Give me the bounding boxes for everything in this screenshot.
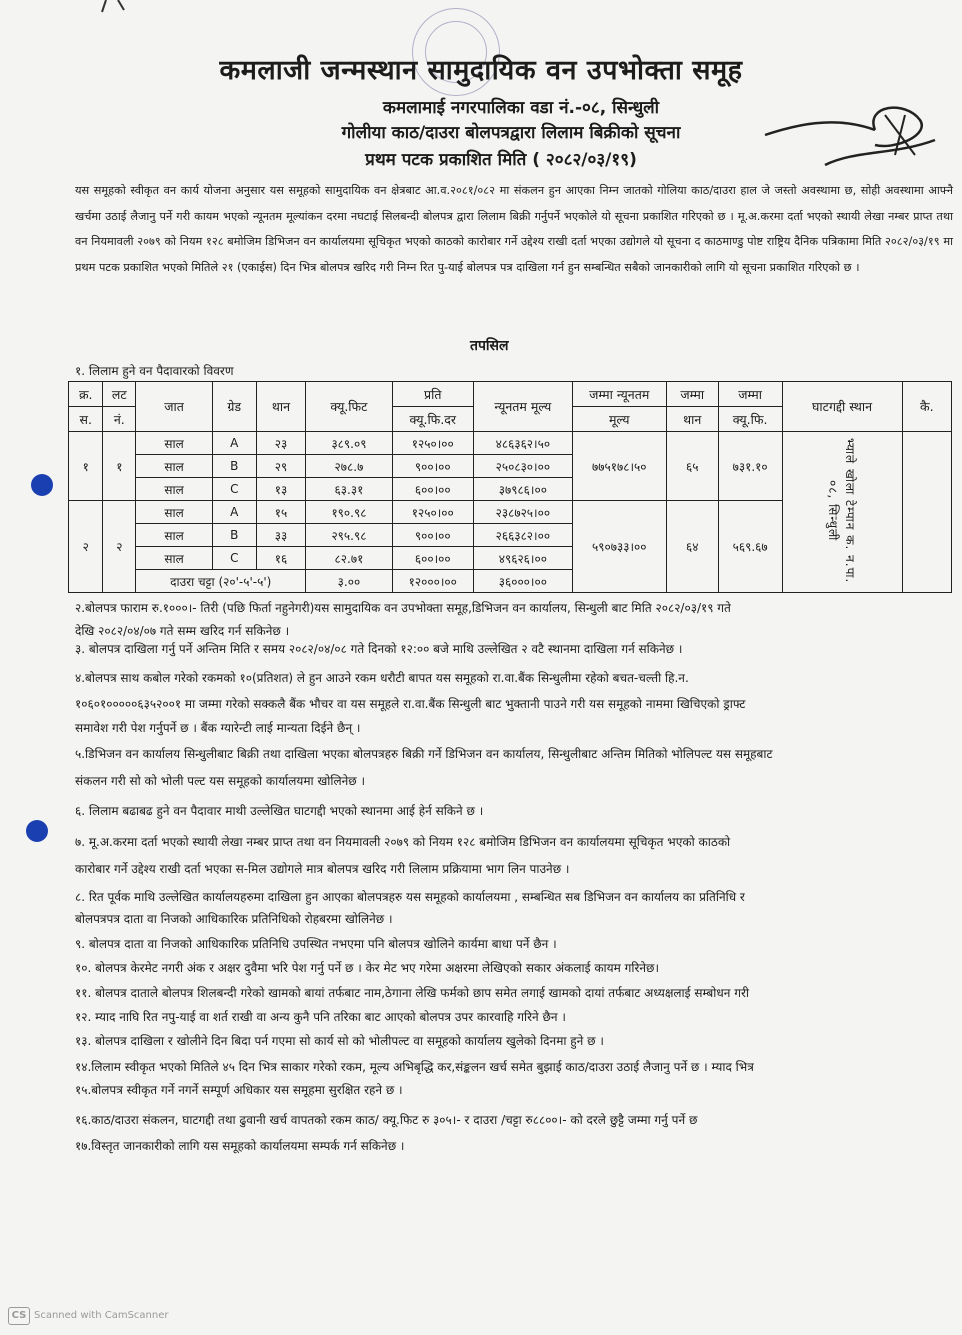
cell-species: साल [136, 501, 213, 524]
note-line: २.बोलपत्र फाराम रु.१०००।- तिरी (पछि फिर्ता नहुनेगरी)यस सामुदायिक वन उपभोक्ता समूह,डिभिजन वन कार्यालय, सिन्धुली बाट मिति २०८२/०३/१९ गते [75, 601, 731, 615]
cell-minprice: २३८७२५।०० [473, 501, 572, 524]
header-totalcuft: जम्मा [718, 382, 782, 407]
lot1-total-than: ६५ [666, 432, 718, 501]
header-species: जात [136, 382, 213, 432]
header-totalthan: जम्मा [666, 382, 718, 407]
cell-species: साल [136, 524, 213, 547]
header-totalcuft-2: क्यू.फि. [718, 407, 782, 432]
cell-grade: B [212, 455, 256, 478]
note-line: ८. रित पूर्वक माथि उल्लेखित कार्यालयहरुमा दाखिला हुन आएका बोलपत्रहरु यस समूहको कार्यालयमा , सम्बन्धित सब डिभिजन वन कार्यालय का प्रतिनिधि र [75, 890, 745, 904]
cell-rate: १२५०।०० [392, 501, 473, 524]
remark-cell [902, 432, 951, 593]
cell-cuft: १९०.९८ [306, 501, 392, 524]
scanner-watermark [8, 1307, 169, 1325]
header-sn: क्र. [69, 382, 103, 407]
cell-cuft: २९५.९८ [306, 524, 392, 547]
cell-cuft: ३८९.०९ [306, 432, 392, 455]
hole-punch-dot [26, 820, 48, 842]
header-totalmin: जम्मा न्यूनतम [572, 382, 666, 407]
cell-rate: ६००।०० [392, 478, 473, 501]
note-line: १७.विस्तृत जानकारीको लागि यस समूहको कार्यालयमा सम्पर्क गर्न सकिनेछ । [75, 1139, 405, 1153]
depot-location [782, 432, 902, 593]
cell-grade: A [212, 432, 256, 455]
cell-minprice: ४८६३६२।५० [473, 432, 572, 455]
note-line: ९. बोलपत्र दाता वा निजको आधिकारिक प्रतिनिधि उपस्थित नभएमा पनि बोलपत्र खोलिने कार्यमा बाधा पर्ने छैन । [75, 937, 557, 951]
corner-mark [100, 0, 140, 14]
publication-date: प्रथम पटक प्रकाशित मिति ( २०८२/०३/१९) [365, 150, 637, 170]
header-lot: लट [103, 382, 136, 407]
note-line: १५.बोलपत्र स्वीकृत गर्ने नगर्ने सम्पूर्ण अधिकार यस समूहमा सुरक्षित रहने छ । [75, 1083, 403, 1097]
header-lot-2: नं. [103, 407, 136, 432]
cell-species: दाउरा चट्टा (२०'-५'-५') [136, 570, 306, 593]
cell-minprice: ३७९८६।०० [473, 478, 572, 501]
note-line: संकलन गरी सो को भोली पल्ट यस समूहको कार्यालयमा खोलिनेछ । [75, 774, 366, 788]
header-totalthan-2: थान [666, 407, 718, 432]
lot2-sn: २ [69, 501, 103, 593]
cell-rate: १२०००।०० [392, 570, 473, 593]
cell-rate: ९००।०० [392, 524, 473, 547]
cell-cuft: ३.०० [306, 570, 392, 593]
lot1-number: १ [103, 432, 136, 501]
cell-rate: ९००।०० [392, 455, 473, 478]
scanner-text: Scanned with CamScanner [34, 1310, 169, 1321]
cell-cuft: २७८.७ [306, 455, 392, 478]
lot1-total-cuft: ७३१.१० [718, 432, 782, 501]
camscanner-logo-icon: CS [8, 1307, 30, 1325]
tapasil-heading: तपसिल [470, 338, 509, 354]
note-line: बोलपत्रपत्र दाता वा निजको आधिकारिक प्रतिनिधिको रोहबरमा खोलिनेछ । [75, 912, 393, 926]
depot-text: भ्याले खोला टेम्पान क. न.पा. ०८, सिन्धुली [826, 437, 858, 584]
lot1-sn: १ [69, 432, 103, 501]
section-1-heading: १. लिलाम हुने वन पैदावारको विवरण [75, 364, 234, 378]
cell-minprice: २५०८३०।०० [473, 455, 572, 478]
cell-grade: B [212, 524, 256, 547]
cell-than: २९ [256, 455, 306, 478]
cell-cuft: ६३.३१ [306, 478, 392, 501]
cell-than: १३ [256, 478, 306, 501]
note-line: १०. बोलपत्र केरमेट नगरी अंक र अक्षर दुवैमा भरि पेश गर्नु पर्ने छ । केर मेट भए गरेमा अक्षरमा लेखिएको सकार अंकलाई कायम गरिनेछ। [75, 961, 659, 975]
lot2-number: २ [103, 501, 136, 593]
cell-grade: A [212, 501, 256, 524]
auction-table [68, 381, 952, 593]
intro-paragraph: यस समूहको स्वीकृत वन कार्य योजना अनुसार यस समूहको सामुदायिक वन क्षेत्रबाट आ.व.२०८१/०८२ मा संकलन हुन आएका निम्न जातको गोलिया काठ/दाउरा हाल जे जस्तो अवस्थामा छ, सोही अवस्थामा आफ्नै खर्चमा उठाई लैजानु पर्ने गरी कायम भएको न्यूनतम मूल्यांकन दरमा नघटाई सिलबन्दी बोलपत्र द्वारा लिलाम बिक्री गर्नुपर्ने भएकोले यो सूचना प्रकाशित गरिएको छ । मू.अ.करमा दर्ता भएको स्थायी लेखा नम्बर प्राप्त तथा वन नियमावली २०७९ को नियम १२८ बमोजिम डिभिजन वन कार्यालयमा सूचिकृत भएको काठको कारोबार गर्ने उद्देश्य राखी दर्ता भएका उद्योगले यो सूचना द काठमाण्डु पोष्ट राष्ट्रिय दैनिक पत्रिकामा मिति २०८२/०३/१९ मा प्रथम पटक प्रकाशित भएको मितिले २१ (एकाईस) दिन भित्र बोलपत्र खरिद गरी निम्न रित पु-याई बोलपत्र पत्र दाखिला गर्न हुन सम्बन्धित सबैको जानकारीको लागि यो सूचना प्रकाशित गरिएको छ । [75, 184, 953, 274]
note-line: १४.लिलाम स्वीकृत भएको मितिले ४५ दिन भित्र साकार गरेको रकम, मूल्य अभिबृद्धि कर,संङ्कलन खर्च समेत बुझाई काठ/दाउरा उठाई लैजानु पर्ने छ । म्याद भित्र [75, 1060, 754, 1074]
lot2-total-cuft: ५६९.६७ [718, 501, 782, 593]
cell-species: साल [136, 432, 213, 455]
note-line: ५.डिभिजन वन कार्यालय सिन्धुलीबाट बिक्री तथा दाखिला भएका बोलपत्रहरु बिक्री गर्ने डिभिजन वन कार्यालय, सिन्धुलीबाट अन्तिम मितिको भोलिपल्ट यस समूहबाट [75, 747, 773, 761]
lot1-total-min: ७७५१७८।५० [572, 432, 666, 501]
header-rate: प्रति [392, 382, 473, 407]
cell-minprice: २६६३८२।०० [473, 524, 572, 547]
note-line: १२. म्याद नाघि रित नपु-याई वा शर्त राखी वा अन्य कुनै पनि तरिका बाट आएको बोलपत्र उपर कारवाहि गरिने छैन । [75, 1010, 566, 1024]
cell-rate: ६००।०० [392, 547, 473, 570]
lot2-total-min: ५९०७३३।०० [572, 501, 666, 593]
note-line: १३. बोलपत्र दाखिला र खोलीने दिन बिदा पर्न गएमा सो कार्य सो को भोलीपल्ट वा समूहको कार्यालय खुलेको दिनमा हुने छ । [75, 1034, 604, 1048]
header-depot: घाटगद्दी स्थान [782, 382, 902, 432]
cell-species: साल [136, 478, 213, 501]
header-than: थान [256, 382, 306, 432]
table-row [69, 432, 952, 455]
header-grade: ग्रेड [212, 382, 256, 432]
cell-cuft: ८२.७१ [306, 547, 392, 570]
organization-title: कमलाजी जन्मस्थान सामुदायिक वन उपभोक्ता समूह [219, 55, 743, 86]
notice-subject: गोलीया काठ/दाउरा बोलपत्रद्वारा लिलाम बिक्रीको सूचना [341, 123, 681, 143]
note-line: १६.काठ/दाउरा संकलन, घाटगद्दी तथा ढुवानी खर्च वापतको रकम काठ/ क्यू.फिट रु ३०५।- र दाउरा /चट्टा रु८८००।- को दरले छुट्टै जम्मा गर्नु पर्ने छ [75, 1113, 698, 1127]
header-cuft: क्यू.फिट [306, 382, 392, 432]
lot2-total-than: ६४ [666, 501, 718, 593]
header-sn-2: स. [69, 407, 103, 432]
note-line: देखि २०८२/०४/०७ गते सम्म खरिद गर्न सकिनेछ । [75, 624, 290, 638]
cell-minprice: ४९६२६।०० [473, 547, 572, 570]
cell-species: साल [136, 547, 213, 570]
cell-than: १५ [256, 501, 306, 524]
cell-than: २३ [256, 432, 306, 455]
note-line: ६. लिलाम बढाबढ हुने वन पैदावार माथी उल्लेखित घाटगद्दी भएको स्थानमा आई हेर्न सकिने छ । [75, 804, 484, 818]
cell-than: १६ [256, 547, 306, 570]
cell-grade: C [212, 478, 256, 501]
cell-rate: १२५०।०० [392, 432, 473, 455]
header-remark: कै. [902, 382, 951, 432]
note-line: ७. मू.अ.करमा दर्ता भएको स्थायी लेखा नम्बर प्राप्त तथा वन नियमावली २०७९ को नियम १२८ बमोजिम डिभिजन वन कार्यालयमा सूचिकृत भएको काठको [75, 835, 731, 849]
cell-minprice: ३६०००।०० [473, 570, 572, 593]
note-line: ४.बोलपत्र साथ कबोल गरेको रकमको १०(प्रतिशत) ले हुन आउने रकम धरौटी बापत यस समूहको रा.वा.बैंक सिन्धुलीमा रहेको बचत-चल्ती हि.न. [75, 671, 689, 685]
cell-than: ३३ [256, 524, 306, 547]
note-line: १०६०१०००००६३५२००१ मा जम्मा गरेको सक्कलै बैंक भौचर वा यस समूहले रा.वा.बैंक सिन्धुली बाट भुक्तानी पाउने गरी यस समूहको नाममा खिचिएको ड्राफ्ट [75, 697, 746, 711]
header-totalmin-2: मूल्य [572, 407, 666, 432]
cell-grade: C [212, 547, 256, 570]
header-rate-2: क्यू.फि.दर [392, 407, 473, 432]
organization-address: कमलामाई नगरपालिका वडा नं.-०८, सिन्धुली [382, 98, 660, 118]
cell-species: साल [136, 455, 213, 478]
header-minprice: न्यूनतम मूल्य [473, 382, 572, 432]
note-line: ११. बोलपत्र दाताले बोलपत्र शिलबन्दी गरेको खामको बायां तर्फबाट नाम,ठेगाना लेखि फर्मको छाप समेत लगाई खामको दायां तर्फबाट अध्यक्षलाई सम्बोधन गरी [75, 986, 749, 1000]
note-line: समावेश गरी पेश गर्नुपर्ने छ । बैंक ग्यारेन्टी लाई मान्यता दिईने छैन् । [75, 721, 361, 735]
signature [755, 95, 945, 175]
hole-punch-dot [31, 474, 53, 496]
note-line: कारोबार गर्ने उद्देश्य राखी दर्ता भएका स-मिल उद्योगले मात्र बोलपत्र खरिद गरी लिलाम प्रक्रियामा भाग लिन पाउनेछ । [75, 862, 570, 876]
note-line: ३. बोलपत्र दाखिला गर्नु पर्ने अन्तिम मिति र समय २०८२/०४/०८ गते दिनको १२:०० बजे माथि उल्लेखित २ वटै स्थानमा दाखिला गर्न सकिनेछ । [75, 642, 683, 656]
